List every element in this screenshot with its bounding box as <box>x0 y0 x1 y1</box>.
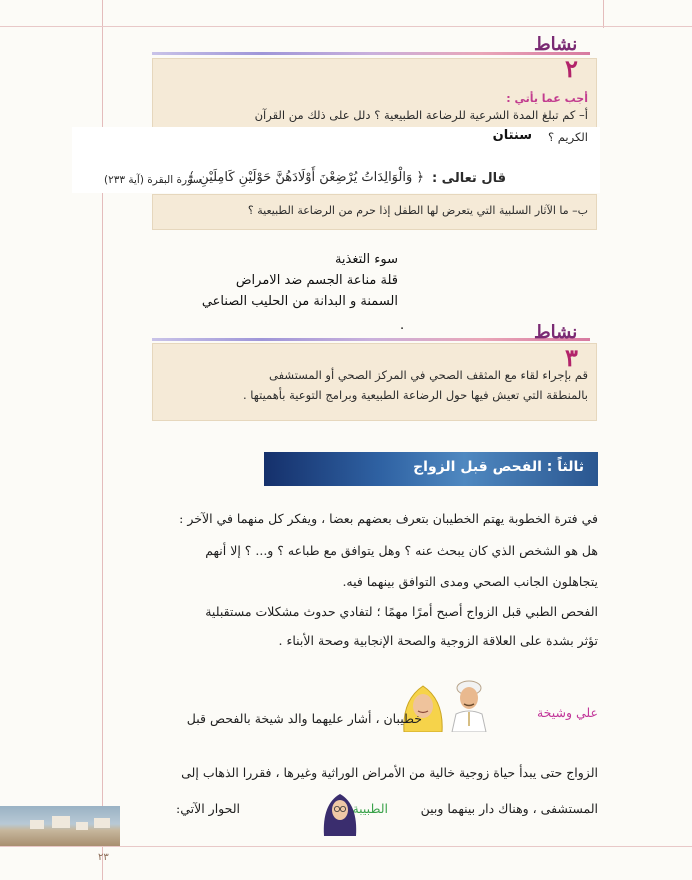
activity2-heading: أجب عما يأتي : <box>506 92 588 105</box>
answer-b-line2: قلة مناعة الجسم ضد الامراض <box>235 273 398 288</box>
question-a-line2: الكريم ؟ <box>547 130 588 144</box>
question-b: ب– ما الآثار السلبية التي يتعرض لها الطفل إذا حرم من الرضاعة الطبيعية ؟ <box>247 204 588 217</box>
landscape-photo <box>0 806 120 846</box>
verse-lead: قال تعالى : <box>431 171 506 186</box>
activity2-divider <box>152 52 590 55</box>
paragraph2-line2: تؤثر بشدة على العلاقة الزوجية والصحة الإنجابية وصحة الأبناء . <box>278 633 598 648</box>
answer-a: سنتان <box>492 128 532 143</box>
answer-b-dot: . <box>400 318 405 333</box>
activity3-box <box>152 343 597 421</box>
doctor-illustration-icon <box>322 790 358 836</box>
activity3-number: ٣ <box>565 343 578 372</box>
activity2-number: ٢ <box>565 54 578 83</box>
question-a-line1: أ– كم تبلغ المدة الشرعية للرضاعة الطبيعية ؟ دلل على ذلك من القرآن <box>254 108 588 122</box>
paragraph1-line2: هل هو الشخص الذي كان يبحث عنه ؟ وهل يتوافق مع طباعه ؟ و... ؟ إلا أنهم <box>205 543 598 558</box>
paragraph1-line1: في فترة الخطوبة يهتم الخطيبان بتعرف بعضهم بعضا ، ويفكر كل منهما في الآخر : <box>179 511 598 526</box>
paragraph3-line3-end: الحوار الآتي: <box>175 801 240 816</box>
paragraph2-line1: الفحص الطبي قبل الزواج أصبح أمرًا مهمًا ؛ لتفادي حدوث مشكلات مستقبلية <box>205 604 598 619</box>
header-rule <box>0 26 692 27</box>
names-ali-shaikha: علي وشيخة <box>536 705 598 720</box>
paragraph1-line3: يتجاهلون الجانب الصحي ومدى التوافق بينهما فيه. <box>342 574 598 589</box>
verse-reference: سورة البقرة (آية ٢٣٣) <box>104 174 202 186</box>
paragraph3-line2: الزواج حتى يبدأ حياة زوجية خالية من الأمراض الوراثية وغيرها ، فقررا الذهاب إلى <box>181 765 598 780</box>
answer-b-line3: السمنة و البدانة من الحليب الصناعي <box>201 294 398 309</box>
doctor-label: الطبيبة <box>352 801 388 816</box>
margin-line-right <box>603 0 604 28</box>
verse-text: ﴿ وَالْوَالِدَاتُ يُرْضِعْنَ أَوْلَادَهُنَّ حَوْلَيْنِ كَامِلَيْنِ ﴾ <box>187 170 424 185</box>
section-banner <box>264 452 598 486</box>
activity3-line1: قم بإجراء لقاء مع المثقف الصحي في المركز الصحي أو المستشفى <box>269 368 588 382</box>
activity3-tag: نشاط <box>534 322 578 343</box>
section-title: ثالثاً : الفحص قبل الزواج <box>413 459 584 475</box>
activity3-line2: بالمنطقة التي تعيش فيها حول الرضاعة الطبيعية وبرامج التوعية بأهميتها . <box>242 388 588 402</box>
paragraph3-line3-start: المستشفى ، وهناك دار بينهما وبين <box>420 801 598 816</box>
answer-b-line1: سوء التغذية <box>334 252 398 267</box>
groom-illustration-icon <box>446 676 492 732</box>
activity2-tag: نشاط <box>534 34 578 55</box>
page-number: ٢٣ <box>98 852 109 863</box>
paragraph3-line1: خطيبان ، أشار عليهما والد شيخة بالفحص قبل <box>186 711 422 726</box>
footer-rule <box>0 846 692 847</box>
activity3-divider <box>152 338 590 341</box>
